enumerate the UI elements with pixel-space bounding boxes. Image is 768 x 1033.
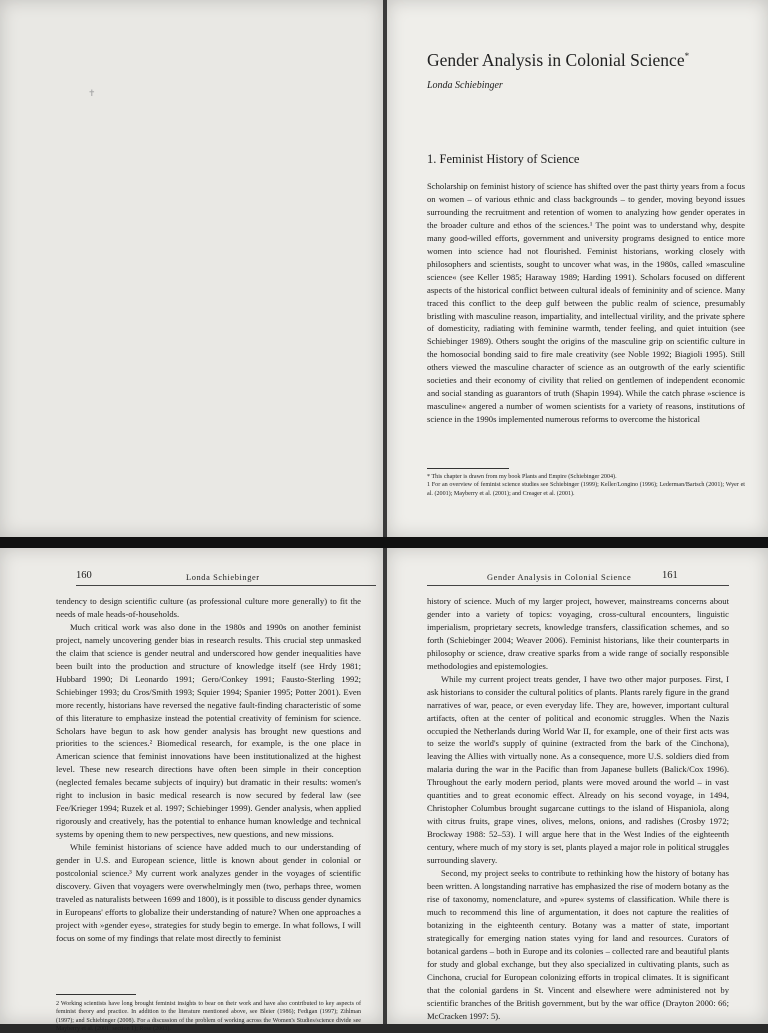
footnote-1: 1 For an overview of feminist science studies see Schiebinger (1999); Keller/Longino (1996); Lederman/Bartsch (2001); Wyer et al. (2001); Mayberry et al. (2001); and Creager et al. (2001). [427,482,745,497]
footnote-rule [56,994,136,995]
page-160 [0,548,383,1032]
page-mark: ✝ [88,88,96,98]
body-paragraph: While feminist historians of science have added much to our understanding of gender in U.S. and European science, little is known about gender in colonial or postcolonial science.³ My current work analyzes gender in the voyages of scientific discovery. Given that voyagers were overwhelmingly men (two, perhaps three, women traveled as naturalists between 1699 and 1800), is it possible to discuss gender dynamics in Europeans' efforts to globalize their understanding of nature? When one approaches a project with »gender eyes«, strategies for study begin to emerge. In what follows, I will focus on some of my findings that relate most directly to feminist [56,842,362,943]
body-paragraph: tendency to design scientific culture (as professional culture more generally) to fit the needs of male heads-of-households. [56,596,361,619]
blank-page [0,0,383,537]
running-head: Gender Analysis in Colonial Science [487,573,632,582]
chapter-author: Londa Schiebinger [427,80,503,91]
title-footnote-mark: * [684,51,690,62]
footnote-star: * This chapter is drawn from my book Plants and Empire (Schiebinger 2004). [427,474,617,480]
header-rule [427,585,729,586]
running-head: Londa Schiebinger [186,573,260,582]
body-paragraph: history of science. Much of my larger project, however, mainstreams concerns about gender into a variety of topics: voyaging, cross-cultural encounters, linguistic imperialism, proprietary secrets, knowledge transfers, classification schemes, and so forth (Schiebinger 2004; Weaver 2006). Feminist historians, like their counterparts in philosophy or science, draw creative sparks from a wide range of socially responsible methodologies and epistemologies. [427,596,729,671]
footnote-rule [427,468,509,469]
body-text [56,595,361,945]
page-161 [387,548,768,1024]
body-paragraph: Second, my project seeks to contribute to rethinking how the history of botany has been written. A longstanding narrative has emphasized the rise of modern botany as the rise of taxonomy, nomenclature, and »pure« systems of classification. While there is much to recommend this line of argumentation, it does not capture the realities of botanizing in the eighteenth century. Botany was a matter of state, important strategically for emerging nation states vying for land and resources. Curators of botanical gardens – both in Europe and its colonies – collected rare and beautiful plants for study and global exchange, but they also specialized in cultivating plants, such as Cinchona, crucial for European colonizing efforts in tropical climates. It is significant that the colonial gardens in St. Vincent and elsewhere were administered not by scientific branches of the British government, but by the war office (Drayton 2000: 66; McCracken 1997: 5). [427,868,729,1021]
body-paragraph: Scholarship on feminist history of science has shifted over the past thirty years from a focus on women – of various ethnic and class backgrounds – to gender, moving beyond issues surrounding the recruitment and retention of women to analyzing how gender operates in the broader culture and ethos of the sciences.¹ The point was to understand why, despite many good-willed efforts, government and university programs designed to entice more women into science had not flourished. Feminist historians, working closely with philosophers and scientists, sought to uncover what was, in the 1980s, called »masculine science« (see Keller 1985; Haraway 1989; Harding 1991). Scholars focused on different aspects of the historical conflict between cultural ideals of femininity and of science. Many traced this conflict to the deep gulf between the public realm of science, presumably bristling with masculine reason, impartiality, and intellectual virility, and the private sphere of domesticity, radiating with feminine warmth, tender feeling, and quiet intuition (see Schiebinger 1989). Others sought the origins of the masculine grip on scientific culture in the homosocial bonding said to fire male creativity (see Noble 1992; Biagioli 1995). Still others viewed the masculine character of science as an outgrowth of the early scientific societies and their economy of civility that relied on gentlemen of independent economic and social standing as guarantors of truth (Shapin 1994). While the catch phrase »science is masculine« angered a number of women scientists for a variety of reasons, institutions of science in the 1990s implemented numerous reforms to overcome the historical [427,181,745,425]
chapter-opening-page [387,0,768,537]
page-number: 160 [76,570,92,581]
page-number: 161 [662,570,678,581]
body-paragraph: While my current project treats gender, I have two other major purposes. First, I ask historians to consider the cultural politics of plants. Plants rarely figure in the grand narratives of war, peace, or even everyday life. They are, however, important cultural artifacts, often at the center of political and economic struggles. When the Nazis occupied the Netherlands during World War II, for example, one of their first acts was to seize the world's supply of quinine (extracted from the bark of the Cinchona), leaving the Allies with virtually none. As a consequence, more U.S. soldiers died from malaria during the war in the Pacific than from Japanese bullets (Balick/Cox 1996). Throughout the early modern period, plants were moved around the world – in vast quantities and to great economic effect. Already on his second voyage, in 1494, Christopher Columbus brought sugarcane cuttings to the island of Hispaniola, along with citrus fruits, grape vines, olives, melons, onions, and radishes (Crosby 1972; Brockway 1988: 52–53). I will argue here that in the West Indies of the eighteenth century, where much of my story is set, plants played a major role in political struggles surrounding slavery. [427,673,729,866]
section-heading: 1. Feminist History of Science [427,152,580,166]
footnotes [427,473,745,498]
footnote-2: 2 Working scientists have long brought feminist insights to bear on their work and have also contributed to key aspects of feminist theory and practice. In addition to the literature mentioned above, see Bleier (1986); Fedigan (1997); Zihlman (1997); and Schiebinger (2008). For a discussion of the problem of working across the Women's Studies/science divide see Mayberry et al. (2001: section 1); Rose (2003). [56,1001,361,1032]
scan-gap [0,537,768,548]
body-paragraph: Much critical work was also done in the 1980s and 1990s on another feminist project, namely uncovering gender bias in research results. This crucial step unmasked the claim that science is gender neutral and underscored how gender inequalities have been built into the production and structure of knowledge itself (see Hrdy 1981; Hubbard 1990; Di Leonardo 1991; Gero/Conkey 1991; Fausto-Sterling 1992; Schiebinger 1993; du Cros/Smith 1993; Squier 1994; Spanier 1995; Potter 2001). Even more recently, historians have reversed the negative fault-finding characteristic of some of this literature to emphasize instead the potential creativity of feminism for science. Scholars have begun to ask how gender analysis has brought new questions and priorities to the sciences.² Biomedical research, for example, is the one place in American science that feminist innovations have been institutionalized at the highest level. These new research directions have often been simple in their conception (neglected females became subjects of inquiry) but dramatic in their results: women's right to inclusion in basic medical research is now secured by federal law (see Fee/Krieger 1994; Ruzek et al. 1997; Schiebinger 1999). Gender analysis, when applied rigorously and creatively, has the potential to enhance human knowledge and technical systems by opening them to new perspectives, new questions, and new missions. [56,621,361,840]
header-rule [76,585,376,586]
chapter-title: Gender Analysis in Colonial Science* [427,50,690,70]
body-text [427,595,729,1022]
